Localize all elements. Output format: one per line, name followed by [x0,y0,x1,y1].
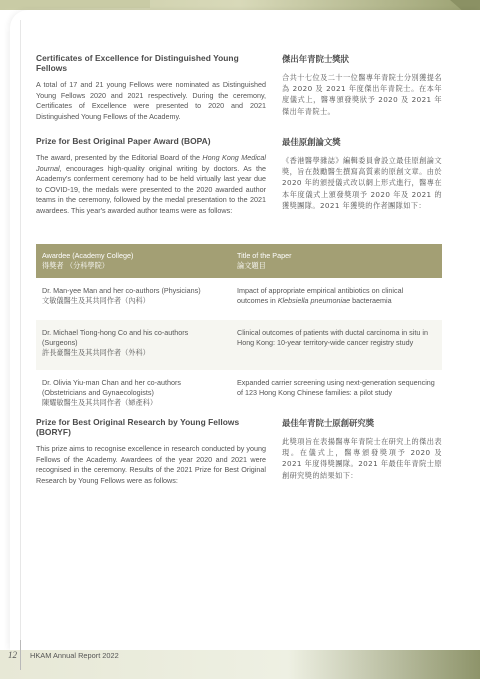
awardee-cell [36,320,231,370]
report-name: HKAM Annual Report 2022 [30,651,119,660]
boryf-body-zh: 此獎項旨在表揚醫專年青院士在研究上的傑出表現。在儀式上，醫專頒發獎項予 2020 及 2021 年度得獎團隊。2021 年最佳年青院士原創研究獎的結果如下： [282,437,442,480]
top-left-tab [0,0,150,8]
awardee-zh: 文敏儀醫生及其共同作者（內科） [42,296,150,306]
table-header [36,244,442,278]
header-paper-title [231,244,442,278]
header-awardee [36,244,231,278]
excellence-title-en: Certificates of Excellence for Distinguished Young Fellows [36,53,239,73]
boryf-title-zh: 最佳年青院士原創研究獎 [282,418,375,428]
header-awardee-en: Awardee (Academy College) [42,251,134,260]
awardee-cell [36,370,231,422]
bopa-section-zh [282,136,442,211]
boryf-section-en [36,417,266,486]
excellence-section-en [36,53,266,122]
bopa-body-zh: 《香港醫學雜誌》編輯委員會設立最佳原創論文獎，旨在鼓勵醫生撰寫高質素的原創文章。由於 2020 年的頒授儀式改以網上形式進行，醫專在本年度儀式上頒發獎項予 2020 年及 2021 的獲獎團隊。2021 年獲獎的作者團隊如下： [282,156,442,210]
awardee-en: Dr. Man-yee Man and her co-authors (Physicians) [42,286,201,295]
left-margin-rule [20,20,21,660]
awardee-en: Dr. Michael Tiong-hong Co and his co-authors (Surgeons) [42,328,189,348]
header-title-zh: 論文題目 [237,261,266,270]
bopa-section-en [36,136,266,217]
boryf-section-zh [282,417,442,481]
boryf-title-en: Prize for Best Original Research by Young Fellows (BORYF) [36,417,240,437]
paper-title-cell: Clinical outcomes of patients with ductal carcinoma in situ in Hong Kong: 10-year territory-wide cancer registry study [237,328,428,348]
awardee-zh: 陳耀敏醫生及其共同作者（婦產科） [42,398,158,408]
table-row [36,320,442,370]
table-row [36,370,442,422]
header-awardee-zh: 得獎者 （分科學院） [42,261,109,270]
journal-name: Hong Kong Medical Journal [36,153,266,173]
awardee-cell [36,278,231,320]
bopa-title-zh: 最佳原創論文獎 [282,137,341,147]
paper-title-cell: Expanded carrier screening using next-generation sequencing of 123 Hong Kong Chinese families: a pilot study [237,378,435,398]
excellence-body-zh: 合共十七位及二十一位醫專年青院士分別獲提名為 2020 及 2021 年度傑出年青院士。在本年度儀式上，醫專頒發獎狀予 2020 及 2021 年傑出年青院士。 [282,73,442,116]
page-number: 12 [8,650,17,660]
bopa-awardees-table [36,244,442,422]
excellence-section-zh [282,53,442,117]
awardee-zh: 許長豪醫生及其共同作者（外科） [42,348,150,358]
excellence-title-zh: 傑出年青院士獎狀 [282,54,349,64]
header-title-en: Title of the Paper [237,251,292,260]
table-row [36,278,442,320]
footer-divider [20,640,21,670]
paper-title-cell: Impact of appropriate empirical antibiotics on clinical outcomes in Klebsiella pneumoniae bacteraemia [237,286,404,306]
bopa-title-en: Prize for Best Original Paper Award (BOPA) [36,136,211,146]
bopa-body-en: The award, presented by the Editorial Board of the Hong Kong Medical Journal, encourages high-quality original writing by doctors. As the Academy's conferment ceremony had to be held virtually last year due to COVID-19, the medals were presented to the 2020 awarded author teams in the ceremony, followed by the medal presentation to the 2021 awardees. This year's awarded author teams were as follows: [36,153,266,215]
boryf-body-en: This prize aims to recognise excellence in research conducted by young Fellows of the Academy. Awardees of the year 2020 and 2021 were recognised in the ceremony. Results of the 2021 Prize for Best Original Research by Young Fellows were as follows: [36,444,266,485]
excellence-body-en: A total of 17 and 21 young Fellows were nominated as Distinguished Young Fellows 2020 and 2021 respectively. During the ceremony, Certificates of Excellence were presented to 2020 and 2021 Distinguished Young Fellows of the Academy. [36,80,266,121]
awardee-en: Dr. Olivia Yiu-man Chan and her co-authors (Obstetricians and Gynaecologists) [42,378,182,398]
